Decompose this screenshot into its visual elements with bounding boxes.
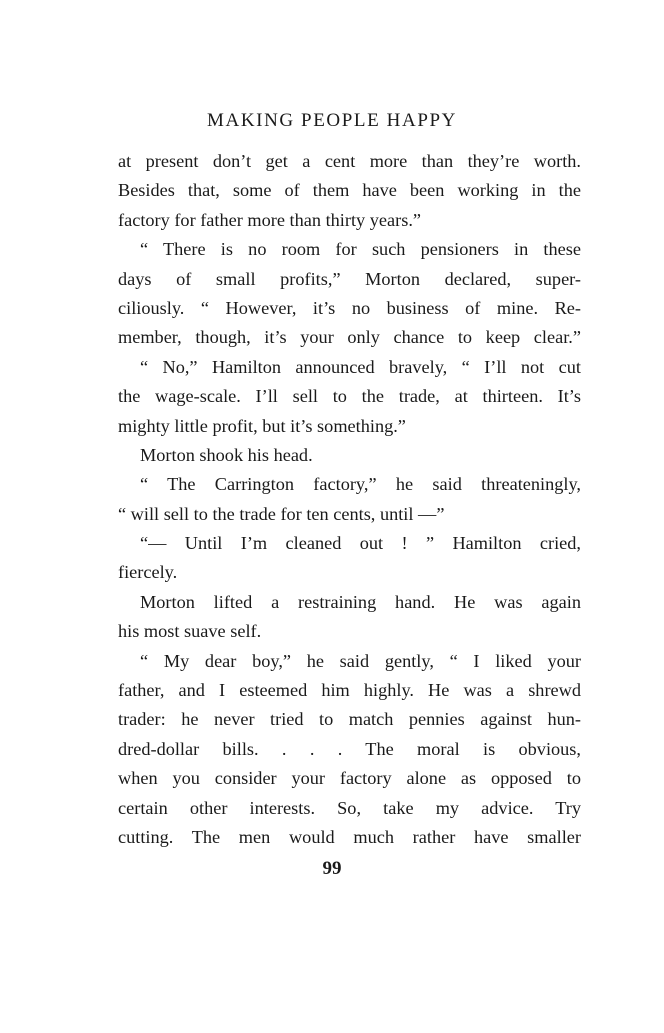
- text-line: cutting. The men would much rather have smaller: [118, 826, 581, 847]
- text-line: factory for father more than thirty years.”: [118, 209, 422, 230]
- body-text: [118, 147, 581, 852]
- text-line: certain other interests. So, take my advice. Try: [118, 797, 581, 818]
- text-line: at present don’t get a cent more than they’re worth.: [118, 151, 581, 171]
- text-line: “ My dear boy,” he said gently, “ I liked your: [140, 650, 581, 671]
- text-line: Morton lifted a restraining hand. He was again: [140, 591, 581, 612]
- running-header: MAKING PEOPLE HAPPY: [207, 110, 457, 131]
- text-line: ciliously. “ However, it’s no business of mine. Re-: [118, 297, 581, 318]
- text-line: Morton shook his head.: [140, 444, 313, 465]
- text-line: his most suave self.: [118, 621, 262, 642]
- text-line: “ will sell to the trade for ten cents, until —”: [118, 503, 445, 524]
- text-line: the wage-scale. I’ll sell to the trade, at thirteen. It’s: [118, 386, 581, 407]
- text-line: “ There is no room for such pensioners in these: [140, 239, 581, 260]
- text-line: when you consider your factory alone as opposed to: [118, 768, 581, 789]
- text-line: dred-dollar bills. . . . The moral is obvious,: [118, 738, 581, 759]
- text-line: member, though, it’s your only chance to keep clear.”: [118, 327, 581, 348]
- text-line: father, and I esteemed him highly. He was a shrewd: [118, 680, 581, 701]
- text-line: “— Until I’m cleaned out ! ” Hamilton cried,: [140, 533, 581, 554]
- text-line: Besides that, some of them have been working in the: [118, 180, 581, 201]
- page-number: 99: [322, 858, 342, 879]
- text-line: days of small profits,” Morton declared, super-: [118, 268, 581, 289]
- text-line: trader: he never tried to match pennies against hun-: [118, 709, 581, 730]
- text-line: mighty little profit, but it’s something.”: [118, 415, 406, 436]
- text-line: fiercely.: [118, 562, 178, 583]
- text-line: “ The Carrington factory,” he said threateningly,: [140, 474, 581, 495]
- text-line: “ No,” Hamilton announced bravely, “ I’ll not cut: [140, 356, 581, 377]
